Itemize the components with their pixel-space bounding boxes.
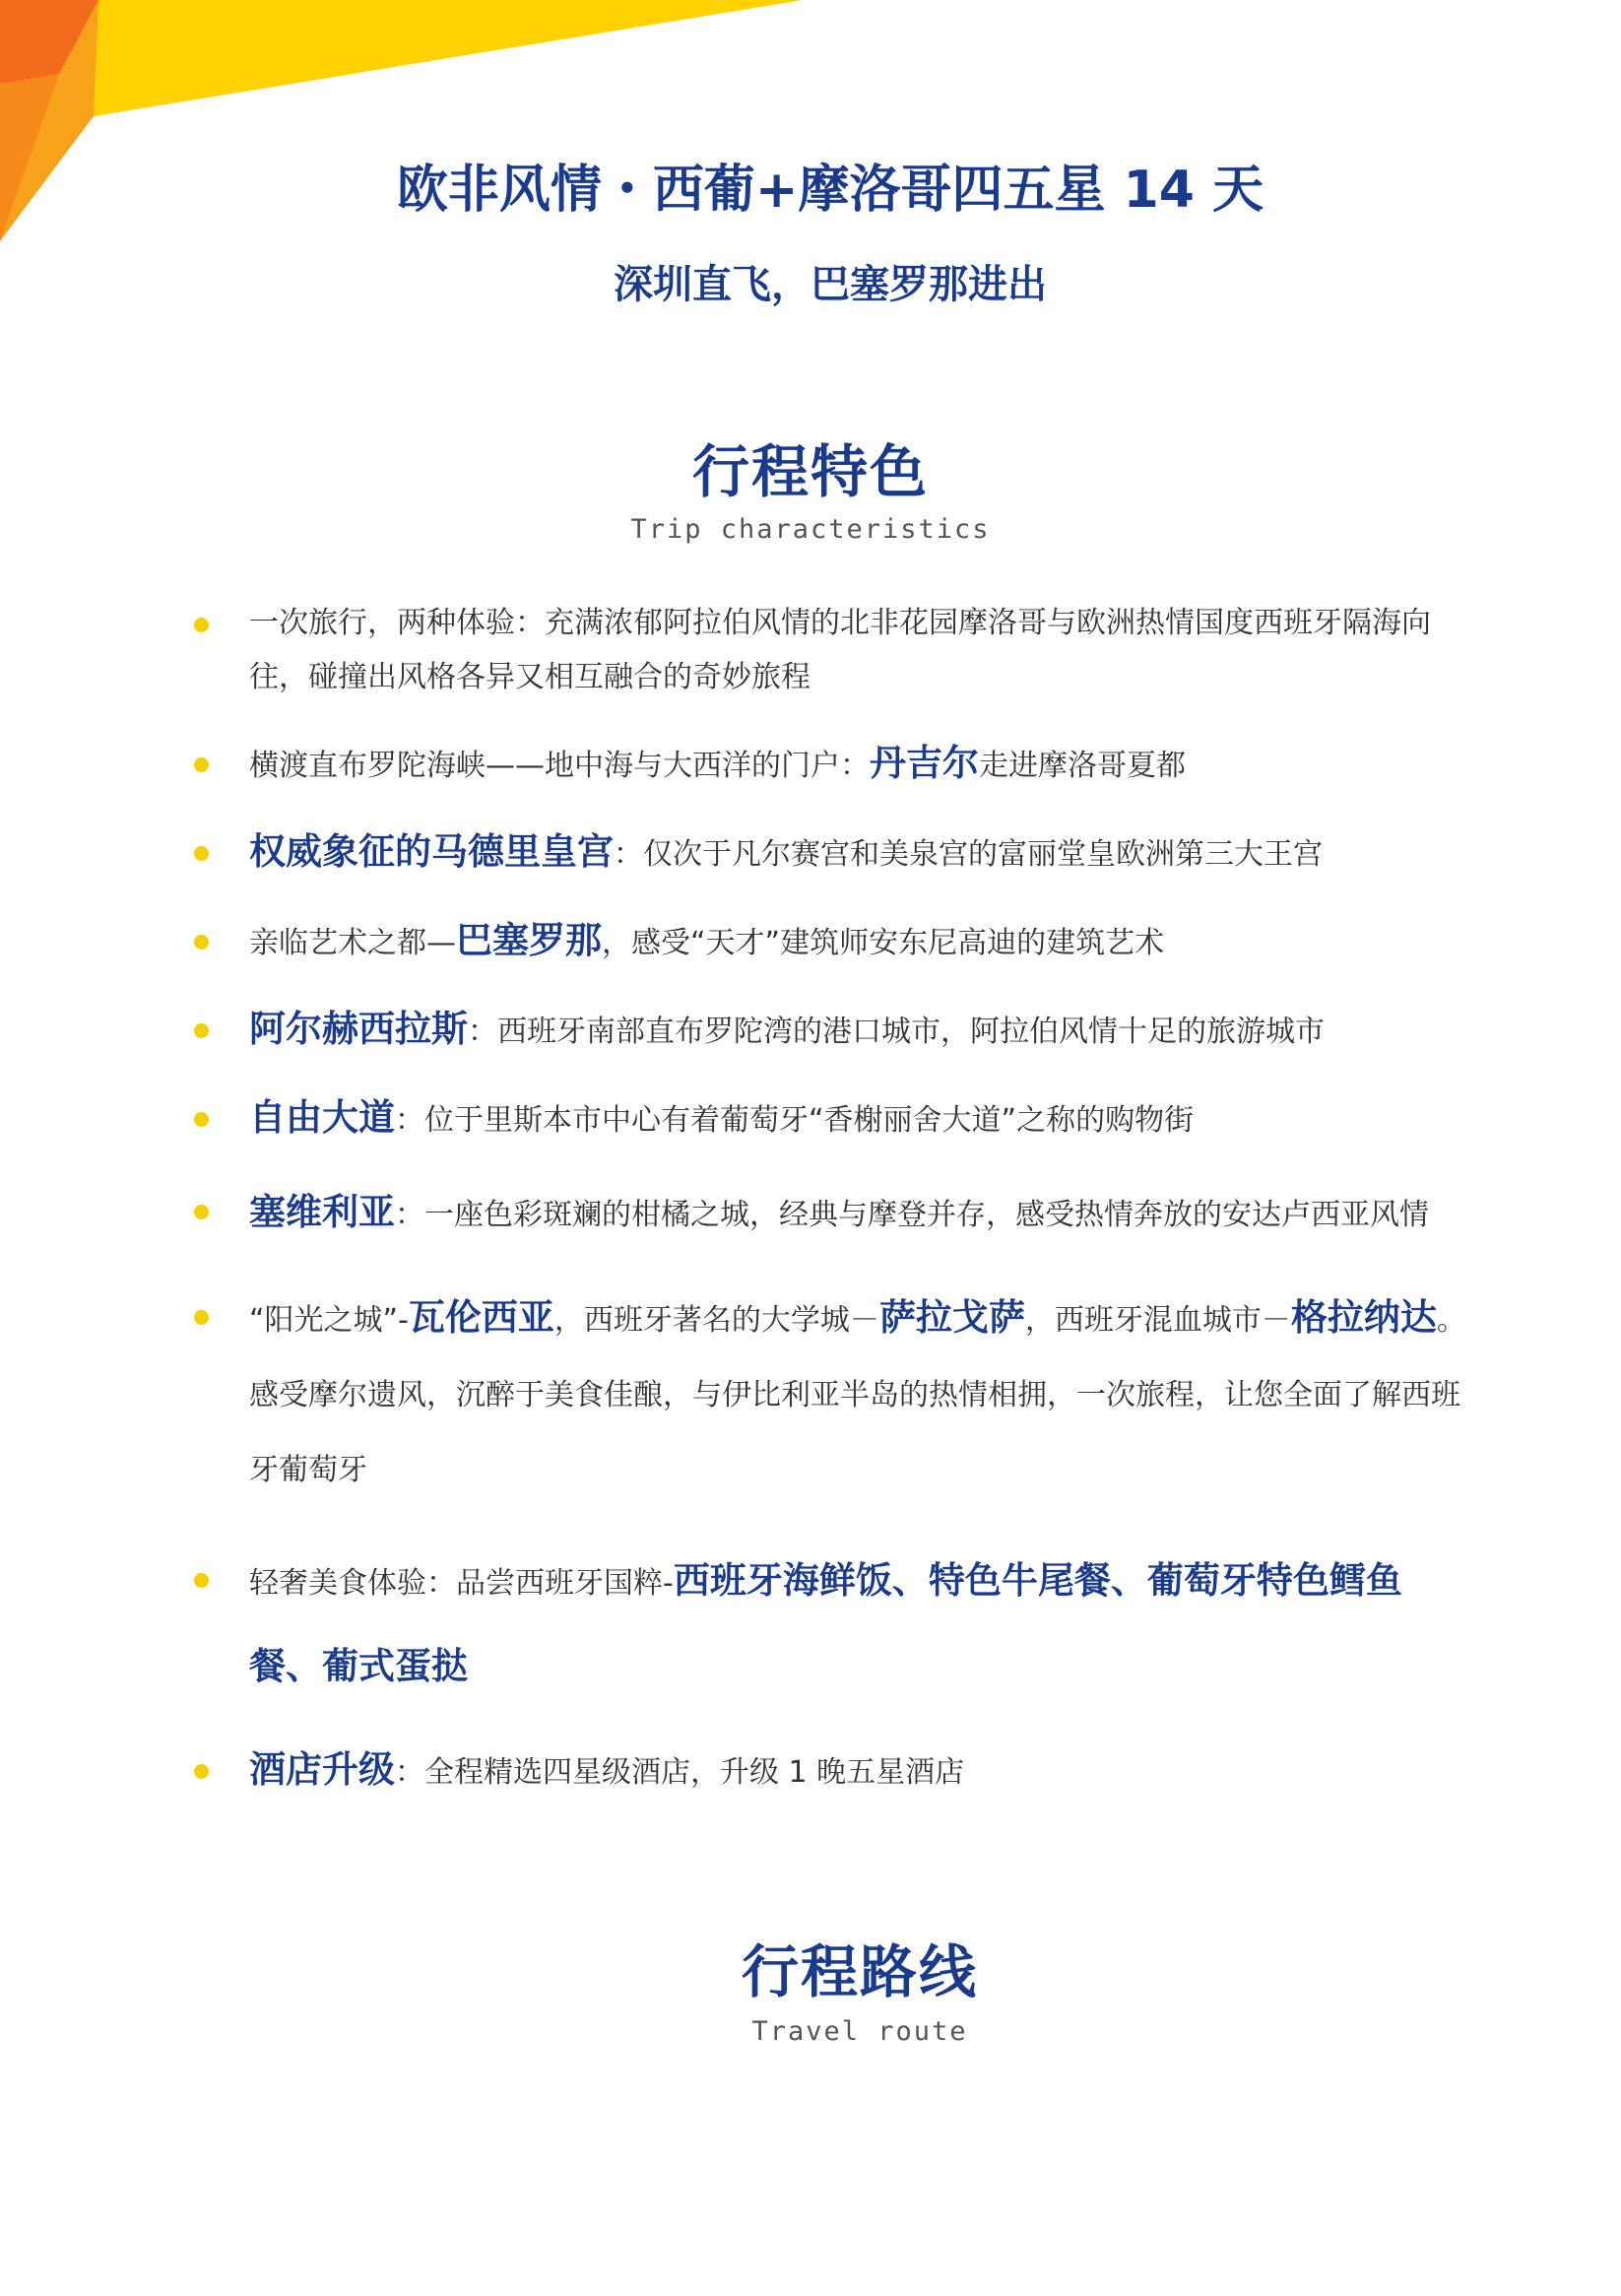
bullet-dot-icon <box>194 1310 209 1325</box>
bullet-dot-icon <box>194 757 209 772</box>
feature-list <box>249 596 1470 1831</box>
bullet-dot-icon <box>194 1573 209 1588</box>
section-subtitle-route: Travel route <box>751 2016 968 2047</box>
feature-text: ：仅次于凡尔赛宫和美泉宫的富丽堂皇欧洲第三大王宫 <box>614 837 1323 872</box>
feature-text: 横渡直布罗陀海峡——地中海与大西洋的门户： <box>249 749 870 783</box>
feature-item <box>249 1179 1470 1249</box>
bullet-dot-icon <box>194 1112 209 1127</box>
feature-text: ，感受“天才”建筑师安东尼高迪的建筑艺术 <box>602 926 1165 960</box>
feature-text: 轻奢美食体验：品尝西班牙国粹- <box>249 1566 674 1601</box>
section-subtitle-features: Trip characteristics <box>630 514 991 545</box>
feature-highlight: 格拉纳达 <box>1290 1296 1437 1339</box>
feature-text: ，西班牙混血城市－ <box>1024 1303 1291 1338</box>
section-title-features: 行程特色 <box>691 438 929 505</box>
feature-text: ，西班牙著名的大学城－ <box>553 1303 879 1338</box>
bullet-dot-icon <box>194 1023 209 1038</box>
feature-highlight: 自由大道 <box>249 1096 395 1139</box>
feature-highlight: 酒店升级 <box>249 1748 395 1791</box>
feature-text: ：全程精选四星级酒店，升级 1 晚五星酒店 <box>395 1755 965 1790</box>
bullet-dot-icon <box>194 618 209 632</box>
main-title: 欧非风情・西葡+摩洛哥四五星 14 天 <box>396 161 1264 220</box>
feature-text: “阳光之城”- <box>249 1303 409 1338</box>
feature-item <box>249 824 1470 882</box>
feature-highlight: 丹吉尔 <box>870 742 979 784</box>
feature-item <box>249 736 1470 793</box>
feature-item <box>249 596 1470 704</box>
feature-item <box>249 1280 1470 1508</box>
feature-item <box>249 1090 1470 1148</box>
feature-text: 一次旅行，两种体验：充满浓郁阿拉伯风情的北非花园摩洛哥与欧洲热情国度西班牙隔海向往，碰撞出风格各异又相互融合的奇妙旅程 <box>249 606 1431 694</box>
bullet-dot-icon <box>194 1764 209 1779</box>
feature-text: ：位于里斯本市中心有着葡萄牙“香榭丽舍大道”之称的购物街 <box>395 1103 1195 1138</box>
feature-text: 走进摩洛哥夏都 <box>979 749 1186 783</box>
feature-item <box>249 1002 1470 1059</box>
section-title-route: 行程路线 <box>741 1938 978 2005</box>
feature-item <box>249 1540 1470 1711</box>
feature-highlight: 瓦伦西亚 <box>408 1296 554 1339</box>
feature-item <box>249 913 1470 970</box>
feature-highlight: 权威象征的马德里皇宫 <box>249 830 614 873</box>
feature-highlight: 塞维利亚 <box>249 1191 395 1233</box>
bullet-dot-icon <box>194 846 209 861</box>
feature-highlight: 阿尔赫西拉斯 <box>249 1008 468 1050</box>
feature-highlight: 巴塞罗那 <box>456 919 602 961</box>
feature-text: 亲临艺术之都— <box>249 926 456 960</box>
feature-highlight: 萨拉戈萨 <box>878 1296 1025 1339</box>
feature-text: 。感受摩尔遗风，沉醉于美食佳酿，与伊比利亚半岛的热情相拥，一次旅程，让您全面了解西班牙葡萄牙 <box>249 1303 1466 1487</box>
feature-highlight: 西班牙海鲜饭、特色牛尾餐、葡萄牙特色鳕鱼餐、葡式蛋挞 <box>249 1559 1402 1687</box>
bullet-dot-icon <box>194 1205 209 1219</box>
feature-item <box>249 1742 1470 1800</box>
feature-text: ：西班牙南部直布罗陀湾的港口城市，阿拉伯风情十足的旅游城市 <box>468 1015 1325 1049</box>
subtitle: 深圳直飞，巴塞罗那进出 <box>614 262 1047 307</box>
feature-text: ：一座色彩斑斓的柑橘之城，经典与摩登并存，感受热情奔放的安达卢西亚风情 <box>395 1198 1429 1232</box>
bullet-dot-icon <box>194 935 209 950</box>
